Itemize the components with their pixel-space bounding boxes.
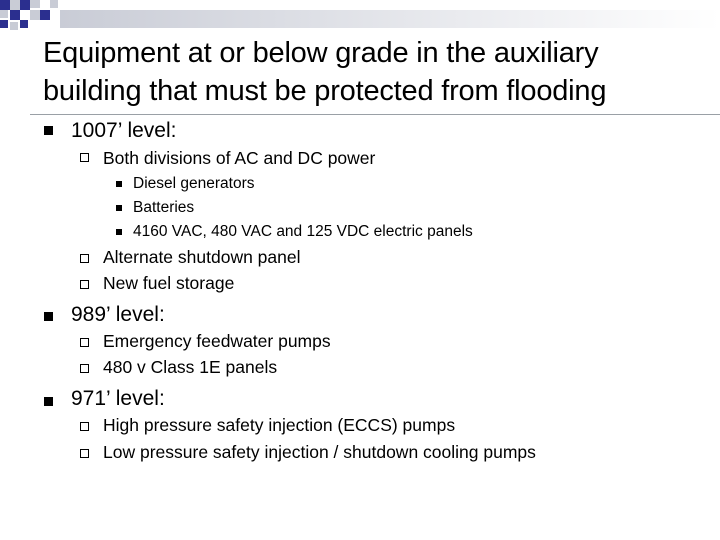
title-rule: [30, 114, 720, 115]
low-pressure-item: Low pressure safety injection / shutdown cooling pumps: [103, 442, 536, 462]
level-989-heading: 989’ level:: [71, 303, 165, 326]
bullet-square-icon: [44, 397, 53, 406]
bullet-small-square-icon: [116, 205, 122, 211]
title-line-2: building that must be protected from flooding: [43, 75, 607, 107]
class-1e-panels-item: 480 v Class 1E panels: [103, 357, 278, 377]
bullet-square-icon: [44, 312, 53, 321]
panels-item: 4160 VAC, 480 VAC and 125 VDC electric panels: [133, 223, 473, 240]
level-971-heading: 971’ level:: [71, 387, 165, 410]
bullet-hollow-square-icon: [80, 254, 89, 263]
high-pressure-item: High pressure safety injection (ECCS) pumps: [103, 415, 456, 435]
bullet-square-icon: [44, 126, 53, 135]
alternate-shutdown-item: Alternate shutdown panel: [103, 247, 301, 267]
bullet-hollow-square-icon: [80, 338, 89, 347]
slide-title: [43, 34, 703, 110]
bullet-hollow-square-icon: [80, 153, 89, 162]
fuel-storage-item: New fuel storage: [103, 273, 235, 293]
title-line-1: Equipment at or below grade in the auxiliary: [43, 37, 599, 69]
feedwater-item: Emergency feedwater pumps: [103, 331, 331, 351]
bullet-small-square-icon: [116, 181, 122, 187]
divisions-item: Both divisions of AC and DC power: [103, 148, 376, 168]
diesel-item: Diesel generators: [133, 175, 255, 192]
bullet-hollow-square-icon: [80, 280, 89, 289]
bullet-small-square-icon: [116, 229, 122, 235]
bullet-hollow-square-icon: [80, 449, 89, 458]
bullet-hollow-square-icon: [80, 364, 89, 373]
batteries-item: Batteries: [133, 199, 195, 216]
level-1007-heading: 1007’ level:: [71, 119, 177, 142]
bullet-hollow-square-icon: [80, 422, 89, 431]
